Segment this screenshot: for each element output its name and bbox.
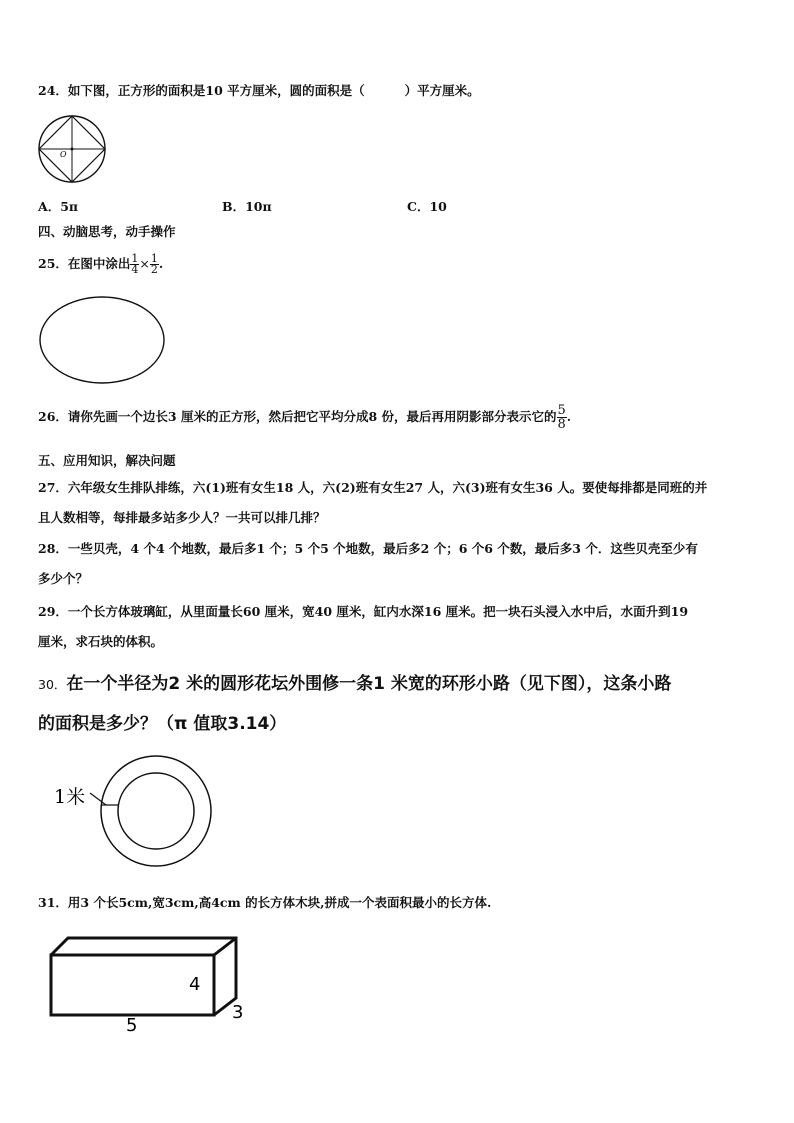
q24-option-c-value: 10	[429, 199, 447, 214]
q29-line-2: 厘米，求石块的体积。	[38, 634, 164, 649]
q30-number: 30．	[38, 677, 67, 692]
q30-stem-line-1: 在一个半径为2 米的圆形花坛外围修一条1 米宽的环形小路（见下图），这条小路	[66, 674, 672, 694]
q31-number: 31．	[38, 895, 68, 910]
q24-option-a-label: A．	[38, 199, 61, 214]
q24-number: 24．	[38, 83, 68, 98]
q25-times: ×	[139, 256, 150, 271]
q27-line-1	[38, 480, 707, 496]
q25-fraction-2	[150, 254, 159, 275]
q24-stem-end: ）平方厘米。	[404, 83, 480, 98]
q24-option-c-label: C．	[407, 199, 430, 214]
q24-option-b-label: B．	[222, 199, 246, 214]
q26-fraction-denominator: 8	[557, 417, 566, 432]
q27-stem-line-1: 六年级女生排队排练，六(1)班有女生18 人，六(2)班有女生27 人，六(3)班有女生36 人。要使每排都是同班的并	[67, 480, 708, 495]
q24-center-label: O	[60, 150, 67, 159]
q28-number: 28．	[38, 541, 68, 556]
q26-number: 26．	[38, 409, 68, 424]
q30-figure	[50, 753, 230, 873]
q31-figure-cuboid	[46, 930, 256, 1040]
q26-stem: 请你先画一个边长3 厘米的正方形，然后把它平均分成8 份，最后再用阴影部分表示它的	[67, 409, 557, 424]
q26-fraction	[557, 404, 567, 431]
q30-line-1	[38, 669, 671, 694]
section-4-heading: 四、动脑思考，动手操作	[38, 224, 176, 239]
q31-dim-height: 4	[189, 974, 201, 995]
q24-option-a	[38, 199, 78, 215]
q27-number: 27．	[38, 480, 68, 495]
q30-line-2: 的面积是多少？（π 值取3.14）	[38, 714, 287, 734]
q24-option-b	[222, 199, 272, 215]
q30-figure-label: 1米	[54, 786, 86, 808]
q25-figure-circle	[38, 295, 166, 385]
q24-option-c	[407, 199, 447, 215]
q25-fraction-2-denominator: 2	[150, 263, 158, 276]
q25-stem: 在图中涂出	[67, 256, 131, 271]
q25-end: .	[158, 256, 164, 271]
q31-dim-length: 5	[126, 1015, 138, 1036]
q26-end: .	[566, 409, 572, 424]
q24-option-a-value: 5π	[60, 199, 79, 214]
q25-text	[38, 251, 163, 277]
q26-text	[38, 402, 571, 432]
section-5-heading: 五、应用知识，解决问题	[38, 453, 176, 468]
q28-line-2: 多少个？	[38, 571, 89, 586]
q31-dim-width: 3	[232, 1002, 244, 1023]
q29-stem-line-1: 一个长方体玻璃缸，从里面量长60 厘米，宽40 厘米，缸内水深16 厘米。把一块石头浸入水中后，水面升到19	[67, 604, 689, 619]
q25-fraction-2-numerator: 1	[150, 252, 158, 265]
q31-text	[38, 895, 491, 911]
q25-number: 25．	[38, 256, 68, 271]
q31-stem: 用3 个长5cm,宽3cm,高4cm 的长方体木块,拼成一个表面积最小的长方体.	[67, 895, 492, 910]
q25-fraction-1-denominator: 4	[131, 263, 139, 276]
q28-stem-line-1: 一些贝壳，4 个4 个地数，最后多1 个；5 个5 个地数，最后多2 个；6 个6 个数，最后多3 个．这些贝壳至少有	[67, 541, 698, 556]
q26-fraction-numerator: 5	[557, 403, 566, 418]
q24-figure	[36, 113, 108, 185]
q24-option-b-value: 10π	[245, 199, 272, 214]
q27-line-2: 且人数相等，每排最多站多少人？一共可以排几排？	[38, 510, 326, 525]
q28-line-1	[38, 541, 698, 557]
q25-fraction-1-numerator: 1	[131, 252, 139, 265]
q29-number: 29．	[38, 604, 68, 619]
q24-stem: 如下图，正方形的面积是10 平方厘米，圆的面积是（	[67, 83, 365, 98]
q24-text	[38, 83, 480, 99]
q29-line-1	[38, 604, 688, 620]
